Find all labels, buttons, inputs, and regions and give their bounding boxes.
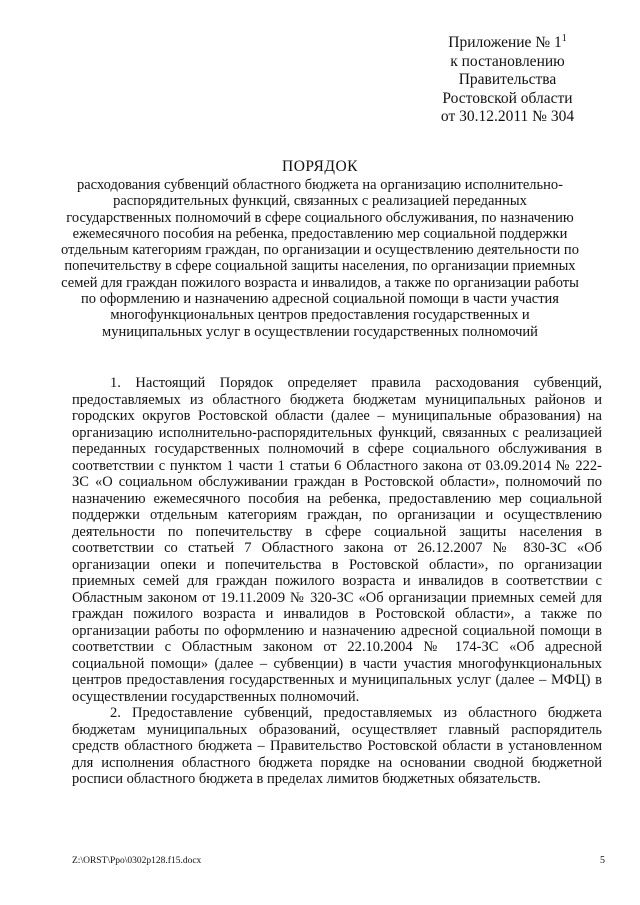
footer-file-path: Z:\ORST\Ppo\0302p128.f15.docx <box>72 856 202 866</box>
appendix-footnote-mark: 1 <box>561 33 567 44</box>
document-subtitle: расходования субвенций областного бюджета на организацию исполнительно-распорядительных функций, связанных с реализацией переданных государственных полномочий в сфере социального обслуживания, по назначению ежемесячного пособия на ребенка, предоставлению мер социальной поддержки отдельным категориям граждан, по организации и осуществлению деятельности по попечительству в сфере социальной защиты населения, по организации приемных семей для граждан пожилого возраста и инвалидов, а также по организации работы по оформлению и назначению адресной социальной помощи в части участия многофункциональных центров предоставления государственных и муниципальных услуг в осуществлении государственных полномочий <box>61 177 579 340</box>
paragraph-1: 1. Настоящий Порядок определяет правила расходования субвенций, предоставляемых из областного бюджета бюджетам муниципальных районов и городских округов Ростовской области (далее – муниципальные образования) на организацию исполнительно-распорядительных функций, связанных с реализацией переданных государственных полномочий в сфере социального обслуживания в соответствии с пунктом 1 части 1 статьи 6 Областного закона от 03.09.2014 № 222-ЗС «О социальном обслуживании граждан в Ростовской области», полномочий по назначению ежемесячного пособия на ребенка, предоставлению мер социальной поддержки отдельным категориям граждан, по организации и осуществлению деятельности по попечительству в сфере социальной защиты населения в соответствии со статьей 7 Областного закона от 26.12.2007 № 830-ЗС «Об организации опеки и попечительства в Ростовской области», по организации приемных семей для граждан пожилого возраста и инвалидов в соответствии с Областным законом от 19.11.2009 № 320-ЗС «Об организации приемных семей для граждан пожилого возраста и инвалидов в Ростовской области», а также по организации работы по оформлению и назначению адресной социальной помощи в соответствии с Областным законом от 22.10.2004 № 174-ЗС «Об адресной социальной помощи» (далее – субвенции) в части участия многофункциональных центров предоставления государственных и муниципальных услуг (далее – МФЦ) в осуществлении государственных полномочий. <box>72 375 602 705</box>
appendix-header <box>405 34 610 127</box>
appendix-line-date: от 30.12.2011 № 304 <box>440 108 575 125</box>
paragraph-2: 2. Предоставление субвенций, предоставляемых из областного бюджета бюджетам муниципальных образований, осуществляет главный распорядитель средств областного бюджета – Правительство Ростовской области в установленном для исполнения областного бюджета порядке на основании сводной бюджетной росписи областного бюджета в пределах лимитов бюджетных обязательств. <box>72 705 602 787</box>
appendix-line-region: Ростовской области <box>442 89 573 107</box>
appendix-number-text: Приложение № 1 <box>448 34 562 51</box>
document-title: ПОРЯДОК <box>282 158 358 175</box>
appendix-number <box>405 34 610 53</box>
page-number: 5 <box>600 855 605 866</box>
document-body <box>72 375 602 788</box>
appendix-line-government: Правительства <box>458 71 557 88</box>
appendix-line-resolution: к постановлению <box>450 52 565 70</box>
